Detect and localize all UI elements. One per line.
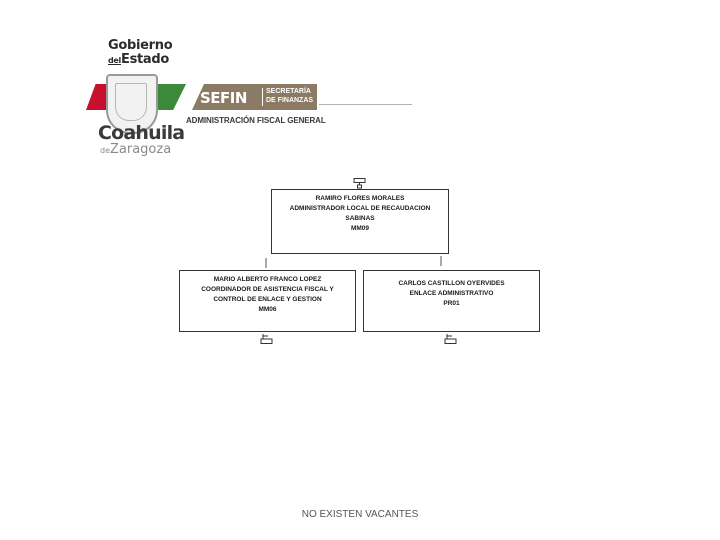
org-node-enlace[interactable]	[363, 270, 540, 332]
government-logo	[86, 36, 326, 158]
header-subtitle: ADMINISTRACIÓN FISCAL GENERAL	[186, 116, 326, 125]
node-location: SABINAS	[345, 215, 375, 222]
node-title: CONTROL DE ENLACE Y GESTION	[213, 296, 322, 303]
node-code: PR01	[443, 300, 460, 307]
vacancy-note: NO EXISTEN VACANTES	[301, 509, 419, 520]
del-label: del	[108, 56, 121, 65]
org-node-coordinador[interactable]	[179, 270, 356, 332]
node-title: COORDINADOR DE ASISTENCIA FISCAL Y	[201, 286, 334, 293]
org-chart-icon[interactable]	[444, 334, 457, 344]
org-chart-icon[interactable]	[353, 178, 366, 189]
sefin-title: SEFIN	[200, 89, 247, 107]
sefin-divider	[262, 88, 263, 106]
node-code: MM09	[350, 225, 370, 232]
header-rule	[319, 104, 412, 105]
gobierno-label: Gobierno	[108, 38, 173, 53]
node-name: MARIO ALBERTO FRANCO LOPEZ	[213, 276, 322, 283]
estado-label: Estado	[121, 52, 170, 67]
node-code: MM06	[258, 306, 277, 313]
de-label: de	[100, 146, 110, 155]
node-name: RAMIRO FLORES MORALES	[315, 195, 405, 202]
secretaria-label: SECRETARÍA	[266, 88, 311, 95]
zaragoza-word: Zaragoza	[110, 142, 172, 157]
org-node-root[interactable]	[271, 189, 449, 254]
zaragoza-label	[100, 142, 171, 157]
finanzas-label: DE FINANZAS	[266, 97, 314, 104]
gobierno-del-estado-text	[108, 39, 178, 68]
node-title: ENLACE ADMINISTRATIVO	[409, 290, 494, 297]
secretaria-finanzas-text	[266, 87, 316, 105]
coahuila-label: Coahuila	[98, 122, 185, 144]
org-chart-icon[interactable]	[260, 334, 273, 344]
green-flag-shape	[154, 84, 186, 110]
node-name: CARLOS CASTILLON OYERVIDES	[398, 280, 505, 287]
node-title: ADMINISTRADOR LOCAL DE RECAUDACION	[289, 205, 431, 212]
